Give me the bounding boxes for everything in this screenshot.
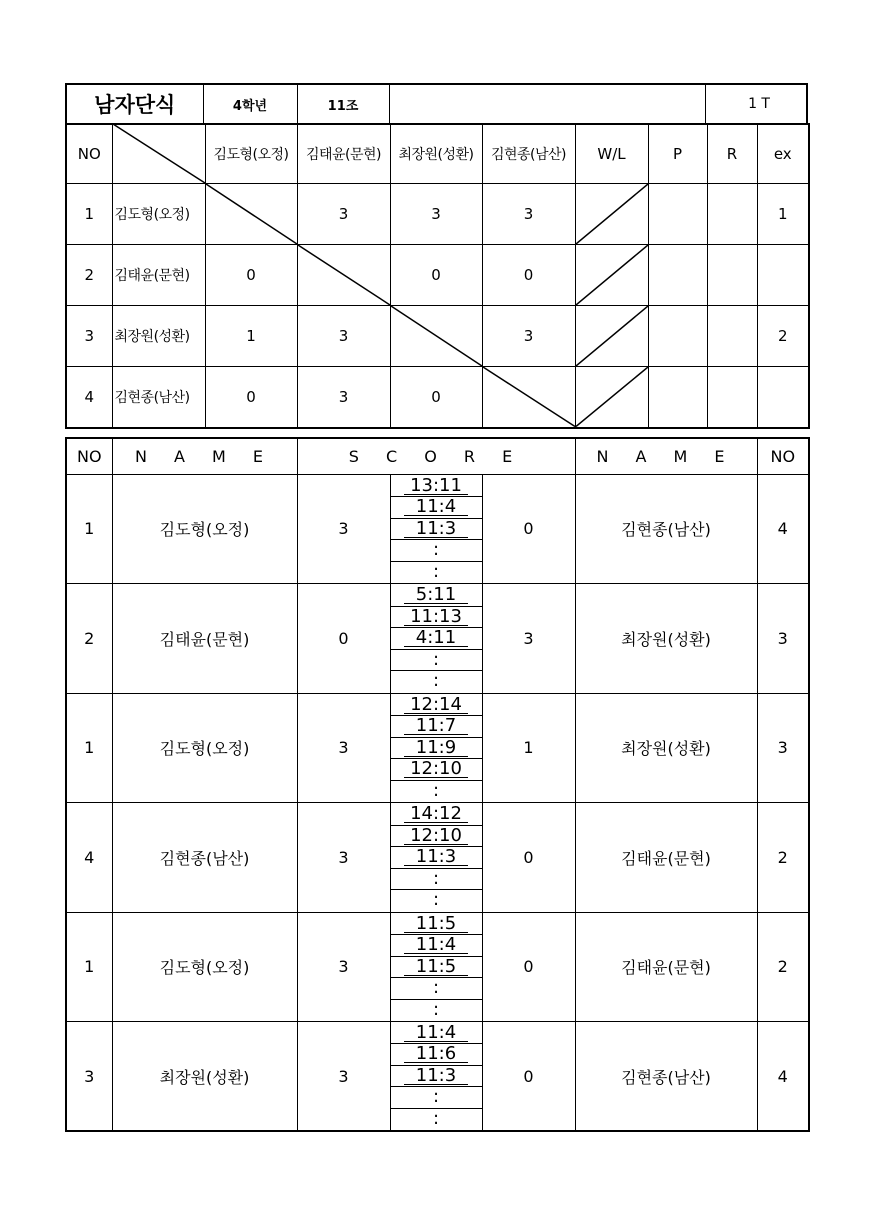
- match-row: [66, 693, 809, 803]
- match-row: [66, 584, 809, 694]
- match-score-cell: 3: [390, 184, 482, 245]
- match-player2-name: 최장원(성환): [575, 584, 757, 694]
- match-game-scores: [390, 693, 482, 803]
- match-player1-no: 2: [66, 584, 112, 694]
- header-table: [65, 83, 808, 125]
- ex-cell: 2: [757, 306, 809, 367]
- game-score: 12:14: [391, 695, 482, 717]
- match-player1-no: 3: [66, 1022, 112, 1132]
- points-cell: [648, 367, 707, 428]
- game-score: 11:5: [391, 914, 482, 936]
- game-score: 11:4: [391, 497, 482, 519]
- game-score: 12:10: [391, 759, 482, 781]
- game-score: 11:3: [391, 847, 482, 869]
- diagonal-line: [391, 306, 482, 366]
- rank-cell: [707, 245, 757, 306]
- match-player2-sets: 0: [482, 474, 575, 584]
- col-player-header: 김태윤(문현): [297, 124, 390, 184]
- col-player-header: 김도형(오정): [205, 124, 297, 184]
- col-player-header: 김현종(남산): [482, 124, 575, 184]
- self-match-diagonal-cell: [205, 184, 297, 245]
- table-number: 1 T: [705, 84, 807, 124]
- col-r-header: R: [707, 124, 757, 184]
- grade-label: 4학년: [203, 84, 297, 124]
- ex-cell: 1: [757, 184, 809, 245]
- rank-cell: [707, 184, 757, 245]
- match-player2-no: 4: [757, 474, 809, 584]
- win-loss-slash: [576, 184, 648, 244]
- col-wl-header: W/L: [575, 124, 648, 184]
- match-score-cell: 0: [205, 367, 297, 428]
- game-score: 11:3: [391, 1066, 482, 1088]
- match-results-table: [65, 437, 810, 1132]
- col-player-header: 최장원(성환): [390, 124, 482, 184]
- self-match-diagonal-cell: [297, 245, 390, 306]
- match-player2-sets: 1: [482, 693, 575, 803]
- match-player1-sets: 3: [297, 1022, 390, 1132]
- match-player2-no: 2: [757, 803, 809, 913]
- match-player2-name: 김현종(남산): [575, 474, 757, 584]
- round-robin-row: [66, 306, 809, 367]
- game-score: :: [432, 1107, 440, 1129]
- match-player1-name: 최장원(성환): [112, 1022, 297, 1132]
- corner-diagonal-line: [113, 124, 205, 183]
- match-player1-sets: 0: [297, 584, 390, 694]
- game-score: 13:11: [391, 476, 482, 498]
- match-player1-sets: 3: [297, 474, 390, 584]
- match-player1-name: 김현종(남산): [112, 803, 297, 913]
- player-name: 김도형(오정): [112, 184, 205, 245]
- game-score: 14:12: [391, 804, 482, 826]
- game-score: :: [391, 978, 482, 1000]
- game-score: :: [391, 540, 482, 562]
- points-cell: [648, 184, 707, 245]
- game-score: 11:6: [391, 1044, 482, 1066]
- event-title: 남자단식: [66, 84, 203, 124]
- match-no2-header: NO: [757, 438, 809, 474]
- match-player1-sets: 3: [297, 803, 390, 913]
- match-score-cell: 1: [205, 306, 297, 367]
- match-player2-no: 4: [757, 1022, 809, 1132]
- match-player2-sets: 0: [482, 1022, 575, 1132]
- game-score: :: [391, 650, 482, 672]
- ex-cell: [757, 367, 809, 428]
- game-score: 11:13: [391, 607, 482, 629]
- match-player1-sets: 3: [297, 912, 390, 1022]
- diagonal-line: [298, 245, 390, 305]
- match-player2-sets: 0: [482, 912, 575, 1022]
- match-player1-no: 1: [66, 693, 112, 803]
- game-score: :: [432, 889, 440, 910]
- match-player1-name: 김도형(오정): [112, 474, 297, 584]
- diagonal-line: [483, 367, 575, 427]
- round-robin-row: [66, 184, 809, 245]
- game-score: 11:9: [391, 738, 482, 760]
- game-score: :: [432, 560, 440, 582]
- blank-cell: [389, 84, 705, 124]
- diagonal-line: [206, 184, 297, 244]
- game-score: :: [391, 869, 482, 891]
- match-player1-no: 1: [66, 474, 112, 584]
- match-score-cell: 3: [482, 306, 575, 367]
- match-no-header: NO: [66, 438, 112, 474]
- game-score: 11:4: [391, 935, 482, 957]
- match-player1-name: 김도형(오정): [112, 912, 297, 1022]
- win-loss-cell: [575, 306, 648, 367]
- match-player2-no: 2: [757, 912, 809, 1022]
- group-label: 11조: [297, 84, 389, 124]
- match-game-scores: [390, 474, 482, 584]
- match-row: [66, 912, 809, 1022]
- game-score: :: [391, 1087, 482, 1109]
- match-score-cell: 3: [297, 184, 390, 245]
- round-robin-row: [66, 245, 809, 306]
- match-player1-no: 1: [66, 912, 112, 1022]
- rank-cell: [707, 306, 757, 367]
- self-match-diagonal-cell: [482, 367, 575, 428]
- match-row: [66, 474, 809, 584]
- match-player1-no: 4: [66, 803, 112, 913]
- match-name2-header: N A M E: [575, 438, 757, 474]
- ex-cell: [757, 245, 809, 306]
- win-loss-slash: [576, 367, 648, 427]
- player-no: 1: [66, 184, 112, 245]
- match-game-scores: [390, 912, 482, 1022]
- player-no: 2: [66, 245, 112, 306]
- game-score: 4:11: [391, 628, 482, 650]
- player-name: 김태윤(문현): [112, 245, 205, 306]
- win-loss-slash: [576, 245, 648, 305]
- col-ex-header: ex: [757, 124, 809, 184]
- game-score: :: [432, 998, 440, 1020]
- match-player2-name: 김현종(남산): [575, 1022, 757, 1132]
- game-score: 11:3: [391, 519, 482, 541]
- match-game-scores: [390, 1022, 482, 1132]
- points-cell: [648, 245, 707, 306]
- match-row: [66, 803, 809, 913]
- rank-cell: [707, 367, 757, 428]
- player-no: 4: [66, 367, 112, 428]
- match-score-cell: 0: [390, 367, 482, 428]
- match-player1-sets: 3: [297, 693, 390, 803]
- game-score: 11:7: [391, 716, 482, 738]
- match-score-cell: 0: [205, 245, 297, 306]
- game-score: 11:4: [391, 1023, 482, 1045]
- self-match-diagonal-cell: [390, 306, 482, 367]
- match-score-cell: 0: [390, 245, 482, 306]
- player-name: 김현종(남산): [112, 367, 205, 428]
- match-player2-no: 3: [757, 584, 809, 694]
- match-player2-name: 최장원(성환): [575, 693, 757, 803]
- player-name: 최장원(성환): [112, 306, 205, 367]
- match-score-header: S C O R E: [297, 438, 575, 474]
- game-score: 11:5: [391, 957, 482, 979]
- game-score: :: [432, 779, 440, 801]
- match-score-cell: 3: [482, 184, 575, 245]
- win-loss-cell: [575, 184, 648, 245]
- match-player2-name: 김태윤(문현): [575, 803, 757, 913]
- win-loss-slash: [576, 306, 648, 366]
- col-no-header: NO: [66, 124, 112, 184]
- match-game-scores: [390, 584, 482, 694]
- match-player2-sets: 3: [482, 584, 575, 694]
- match-player2-sets: 0: [482, 803, 575, 913]
- match-player2-name: 김태윤(문현): [575, 912, 757, 1022]
- match-score-cell: 3: [297, 306, 390, 367]
- points-cell: [648, 306, 707, 367]
- game-score: :: [432, 670, 440, 691]
- match-name-header: N A M E: [112, 438, 297, 474]
- round-robin-table: [65, 123, 810, 429]
- match-score-cell: 0: [482, 245, 575, 306]
- game-score: 12:10: [391, 826, 482, 848]
- match-player1-name: 김태윤(문현): [112, 584, 297, 694]
- match-row: [66, 1022, 809, 1132]
- round-robin-row: [66, 367, 809, 428]
- match-game-scores: [390, 803, 482, 913]
- corner-diagonal-cell: [112, 124, 205, 184]
- col-p-header: P: [648, 124, 707, 184]
- win-loss-cell: [575, 367, 648, 428]
- match-player2-no: 3: [757, 693, 809, 803]
- game-score: 5:11: [391, 585, 482, 607]
- match-score-cell: 3: [297, 367, 390, 428]
- win-loss-cell: [575, 245, 648, 306]
- match-player1-name: 김도형(오정): [112, 693, 297, 803]
- player-no: 3: [66, 306, 112, 367]
